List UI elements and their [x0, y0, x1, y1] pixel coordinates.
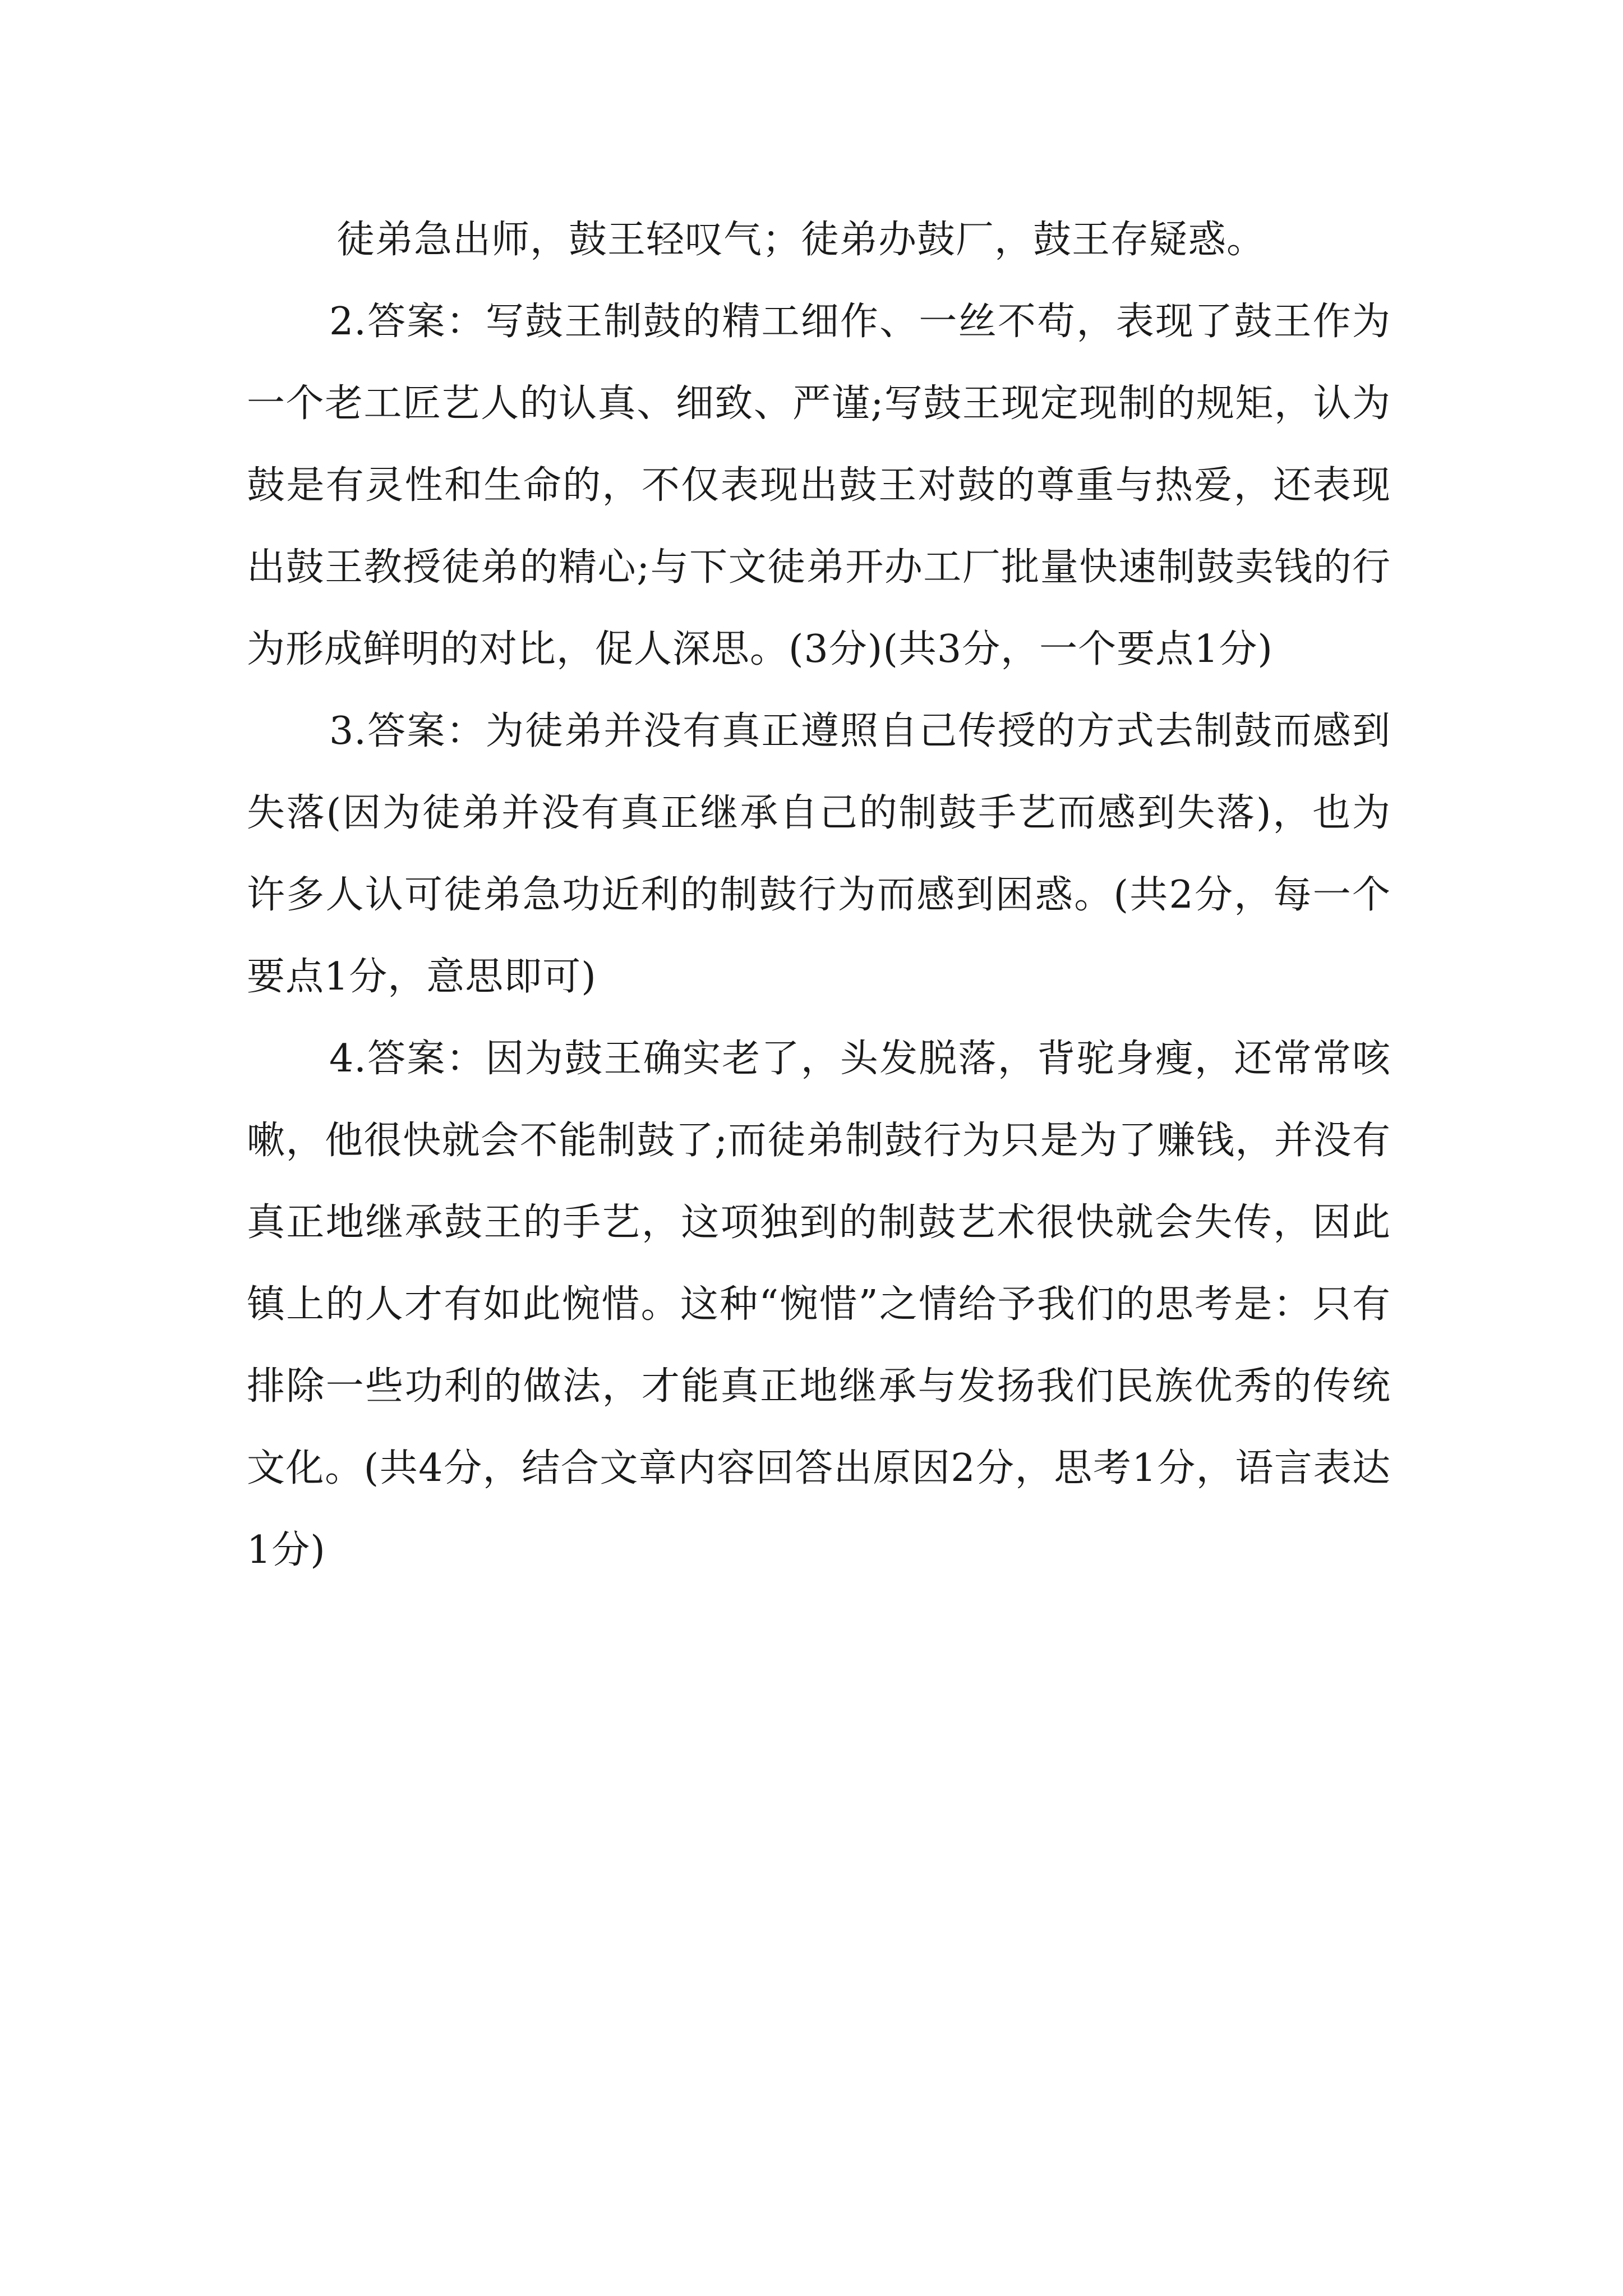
answer-text-block — [247, 199, 1391, 1591]
paragraph-answer-4: 4.答案：因为鼓王确实老了，头发脱落，背驼身瘦，还常常咳嗽，他很快就会不能制鼓了;而徒弟制鼓行为只是为了赚钱，并没有真正地继承鼓王的手艺，这项独到的制鼓艺术很快就会失传，因此镇上的人才有如此惋惜。这种“惋惜”之情给予我们的思考是：只有排除一些功利的做法，才能真正地继承与发扬我们民族优秀的传统文化。(共4分，结合文章内容回答出原因2分，思考1分，语言表达1分) — [247, 1037, 1391, 1572]
paragraph-answer-3: 3.答案：为徒弟并没有真正遵照自己传授的方式去制鼓而感到失落(因为徒弟并没有真正继承自己的制鼓手艺而感到失落)，也为许多人认可徒弟急功近利的制鼓行为而感到困惑。(共2分，每一个要点1分，意思即可) — [247, 709, 1391, 999]
paragraph-answer-2: 2.答案：写鼓王制鼓的精工细作、一丝不苟，表现了鼓王作为一个老工匠艺人的认真、细致、严谨;写鼓王现定现制的规矩，认为鼓是有灵性和生命的，不仅表现出鼓王对鼓的尊重与热爱，还表现出鼓王教授徒弟的精心;与下文徒弟开办工厂批量快速制鼓卖钱的行为形成鲜明的对比，促人深思。(3分)(共3分，一个要点1分) — [247, 300, 1391, 671]
paragraph-summary: 徒弟急出师，鼓王轻叹气；徒弟办鼓厂，鼓王存疑惑。 — [336, 218, 1266, 262]
